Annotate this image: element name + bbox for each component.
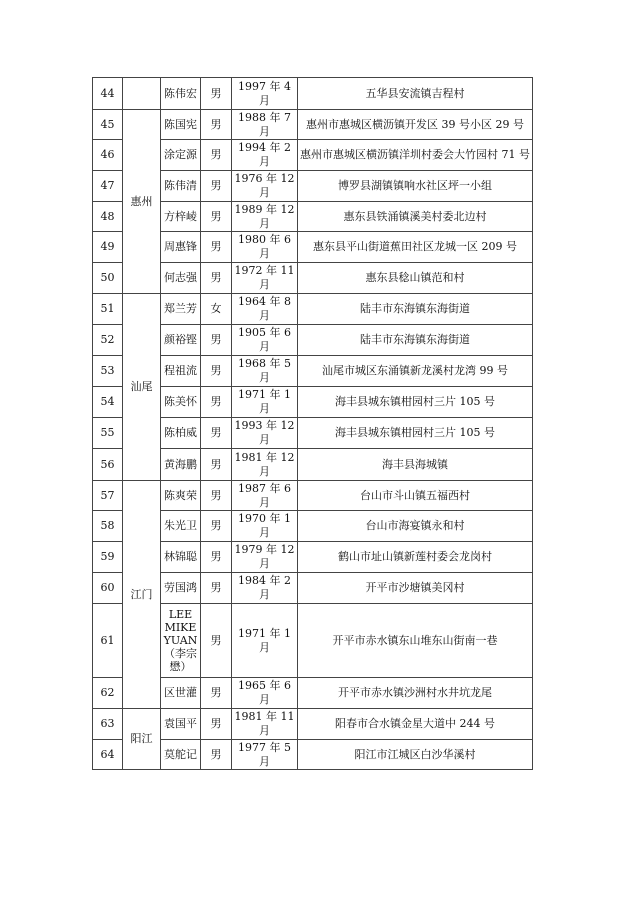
city-cell: [123, 78, 161, 110]
address: 惠东县铁涌镇溪美村委北边村: [298, 202, 533, 232]
person-name: 陈美怀: [161, 387, 201, 418]
person-sex: 女: [201, 294, 232, 325]
person-name: 区世灌: [161, 678, 201, 709]
address: 汕尾市城区东涌镇新龙溪村龙湾 99 号: [298, 356, 533, 387]
birth-date: 1972 年 11 月: [232, 263, 298, 294]
person-name: 黄海鹏: [161, 449, 201, 481]
birth-date: 1984 年 2 月: [232, 573, 298, 604]
birth-date: 1977 年 5 月: [232, 740, 298, 770]
person-sex: 男: [201, 573, 232, 604]
birth-date: 1971 年 1 月: [232, 604, 298, 678]
city-cell: 惠州: [123, 110, 161, 294]
row-number: 53: [93, 356, 123, 387]
person-sex: 男: [201, 232, 232, 263]
address: 阳江市江城区白沙华溪村: [298, 740, 533, 770]
person-name: 郑兰芳: [161, 294, 201, 325]
person-name: 林锦聪: [161, 542, 201, 573]
birth-date: 1976 年 12 月: [232, 171, 298, 202]
row-number: 45: [93, 110, 123, 140]
row-number: 56: [93, 449, 123, 481]
table-row: [93, 78, 533, 110]
person-name: 周惠锋: [161, 232, 201, 263]
row-number: 58: [93, 511, 123, 542]
table-row: [93, 294, 533, 325]
person-sex: 男: [201, 481, 232, 511]
address: 开平市沙塘镇美冈村: [298, 573, 533, 604]
row-number: 60: [93, 573, 123, 604]
birth-date: 1965 年 6 月: [232, 678, 298, 709]
person-sex: 男: [201, 709, 232, 740]
person-name: 陈国宪: [161, 110, 201, 140]
address: 海丰县海城镇: [298, 449, 533, 481]
address: 开平市赤水镇沙洲村水井坑龙尾: [298, 678, 533, 709]
row-number: 46: [93, 140, 123, 171]
person-name: 涂定源: [161, 140, 201, 171]
city-cell: 江门: [123, 481, 161, 709]
person-sex: 男: [201, 604, 232, 678]
birth-date: 1968 年 5 月: [232, 356, 298, 387]
person-name: 袁国平: [161, 709, 201, 740]
person-sex: 男: [201, 678, 232, 709]
row-number: 62: [93, 678, 123, 709]
personnel-table: [92, 77, 533, 770]
birth-date: 1971 年 1 月: [232, 387, 298, 418]
person-name: 陈伟清: [161, 171, 201, 202]
address: 惠东县平山街道蕉田社区龙城一区 209 号: [298, 232, 533, 263]
person-sex: 男: [201, 387, 232, 418]
address: 鹤山市址山镇新莲村委会龙岗村: [298, 542, 533, 573]
address: 台山市斗山镇五福西村: [298, 481, 533, 511]
row-number: 57: [93, 481, 123, 511]
city-cell: 阳江: [123, 709, 161, 770]
birth-date: 1905 年 6 月: [232, 325, 298, 356]
address: 开平市赤水镇东山堆东山街南一巷: [298, 604, 533, 678]
address: 五华县安流镇吉程村: [298, 78, 533, 110]
person-sex: 男: [201, 171, 232, 202]
row-number: 52: [93, 325, 123, 356]
address: 惠州市惠城区横沥镇开发区 39 号小区 29 号: [298, 110, 533, 140]
city-cell: 汕尾: [123, 294, 161, 481]
address: 阳春市合水镇金星大道中 244 号: [298, 709, 533, 740]
person-name: 朱光卫: [161, 511, 201, 542]
birth-date: 1970 年 1 月: [232, 511, 298, 542]
row-number: 55: [93, 418, 123, 449]
person-name: 何志强: [161, 263, 201, 294]
address: 海丰县城东镇柑园村三片 105 号: [298, 387, 533, 418]
person-name: 程祖流: [161, 356, 201, 387]
birth-date: 1989 年 12 月: [232, 202, 298, 232]
row-number: 50: [93, 263, 123, 294]
address: 惠东县稔山镇范和村: [298, 263, 533, 294]
row-number: 47: [93, 171, 123, 202]
birth-date: 1997 年 4 月: [232, 78, 298, 110]
row-number: 51: [93, 294, 123, 325]
address: 惠州市惠城区横沥镇洋圳村委会大竹园村 71 号: [298, 140, 533, 171]
person-sex: 男: [201, 110, 232, 140]
person-name: 方梓崚: [161, 202, 201, 232]
birth-date: 1979 年 12 月: [232, 542, 298, 573]
row-number: 63: [93, 709, 123, 740]
address: 陆丰市东海镇东海街道: [298, 325, 533, 356]
birth-date: 1981 年 11 月: [232, 709, 298, 740]
person-name: LEE MIKE YUAN（李宗懋）: [161, 604, 201, 678]
birth-date: 1988 年 7 月: [232, 110, 298, 140]
table-row: [93, 481, 533, 511]
person-sex: 男: [201, 449, 232, 481]
person-sex: 男: [201, 356, 232, 387]
person-name: 陈柏威: [161, 418, 201, 449]
address: 博罗县湖镇镇响水社区坪一小组: [298, 171, 533, 202]
person-sex: 男: [201, 418, 232, 449]
person-sex: 男: [201, 740, 232, 770]
address: 台山市海宴镇永和村: [298, 511, 533, 542]
address: 海丰县城东镇柑园村三片 105 号: [298, 418, 533, 449]
person-name: 陈伟宏: [161, 78, 201, 110]
table-row: [93, 110, 533, 140]
person-name: 颜裕铿: [161, 325, 201, 356]
person-sex: 男: [201, 202, 232, 232]
person-sex: 男: [201, 511, 232, 542]
birth-date: 1981 年 12 月: [232, 449, 298, 481]
person-name: 劳国鸿: [161, 573, 201, 604]
row-number: 54: [93, 387, 123, 418]
birth-date: 1993 年 12 月: [232, 418, 298, 449]
person-name: 莫舵记: [161, 740, 201, 770]
person-name: 陈爽荣: [161, 481, 201, 511]
person-sex: 男: [201, 263, 232, 294]
row-number: 61: [93, 604, 123, 678]
row-number: 49: [93, 232, 123, 263]
person-sex: 男: [201, 78, 232, 110]
table-row: [93, 709, 533, 740]
address: 陆丰市东海镇东海街道: [298, 294, 533, 325]
birth-date: 1987 年 6 月: [232, 481, 298, 511]
person-sex: 男: [201, 325, 232, 356]
row-number: 48: [93, 202, 123, 232]
person-sex: 男: [201, 140, 232, 171]
row-number: 64: [93, 740, 123, 770]
birth-date: 1994 年 2 月: [232, 140, 298, 171]
row-number: 59: [93, 542, 123, 573]
person-sex: 男: [201, 542, 232, 573]
birth-date: 1980 年 6 月: [232, 232, 298, 263]
birth-date: 1964 年 8 月: [232, 294, 298, 325]
row-number: 44: [93, 78, 123, 110]
